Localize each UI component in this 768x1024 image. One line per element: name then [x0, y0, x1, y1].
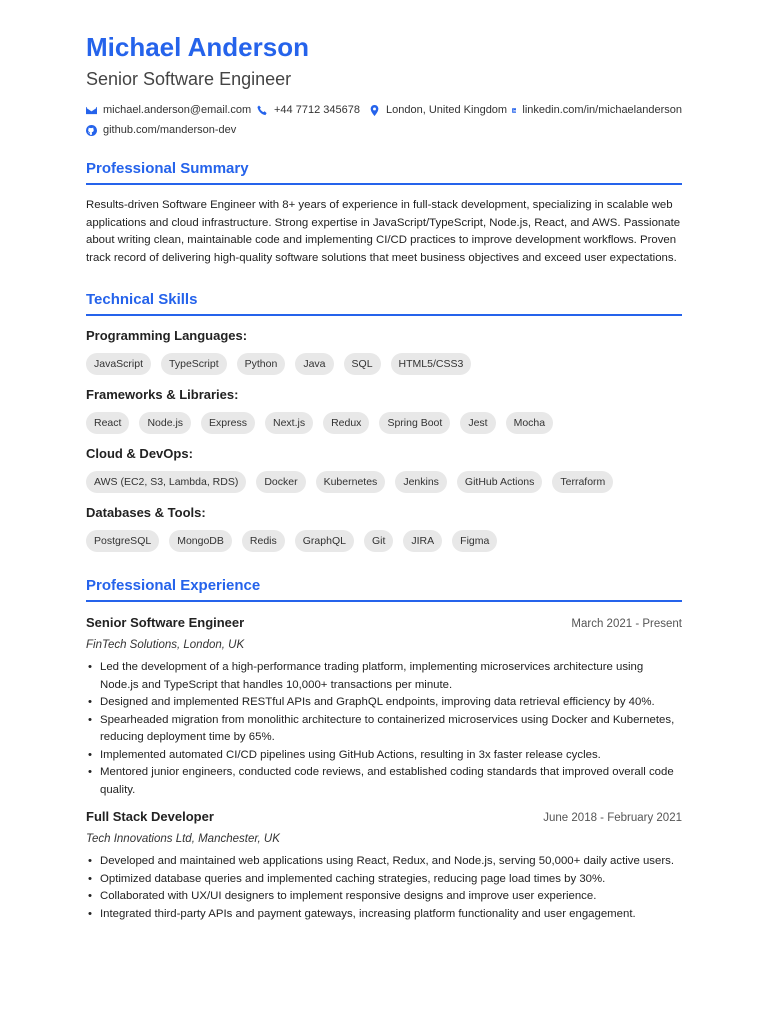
- contact-location: [369, 102, 512, 118]
- job-bullet: • Spearheaded migration from monolithic architecture to containerized microservices using Docker and Kubernetes, reducing deployment time by 65%.: [86, 712, 682, 747]
- contact-email[interactable]: [86, 102, 257, 118]
- resume-page: [86, 30, 682, 923]
- skill-chip: JavaScript: [86, 353, 151, 375]
- skill-group: [86, 505, 682, 552]
- skill-chip: Python: [237, 353, 286, 375]
- job-bullet: • Implemented automated CI/CD pipelines using GitHub Actions, resulting in 3x faster release cycles.: [86, 747, 682, 765]
- skill-chip: Mocha: [506, 412, 554, 434]
- skill-chip: Jest: [460, 412, 495, 434]
- contact-bar: [86, 102, 682, 138]
- job-company: FinTech Solutions, London, UK: [86, 639, 245, 651]
- job-bullet: • Integrated third-party APIs and payment gateways, increasing platform functionality and user engagement.: [86, 906, 682, 924]
- section-title-skills: Technical Skills: [86, 290, 682, 316]
- skill-chip: GitHub Actions: [457, 471, 542, 493]
- contact-github[interactable]: [86, 122, 236, 138]
- skill-chip: Git: [364, 530, 393, 552]
- skill-chip: Kubernetes: [316, 471, 386, 493]
- contact-linkedin-text: linkedin.com/in/michaelanderson: [522, 104, 682, 116]
- job-bullet: • Developed and maintained web applications using React, Redux, and Node.js, serving 50,000+ daily active users.: [86, 853, 682, 871]
- skill-chip-list: [86, 530, 682, 552]
- contact-phone-text: +44 7712 345678: [274, 104, 360, 116]
- skill-category-label: Frameworks & Libraries:: [86, 387, 239, 402]
- candidate-headline: Senior Software Engineer: [86, 69, 292, 89]
- job-bullet: • Mentored junior engineers, conducted code reviews, and established coding standards that improved overall code quality.: [86, 764, 682, 799]
- skill-group: [86, 387, 682, 434]
- skill-chip: Docker: [256, 471, 305, 493]
- github-icon: [86, 125, 97, 136]
- job-date: March 2021 - Present: [571, 618, 682, 630]
- skill-chip: TypeScript: [161, 353, 227, 375]
- skill-chip: Express: [201, 412, 255, 434]
- location-pin-icon: [369, 105, 380, 116]
- skill-chip: Terraform: [552, 471, 613, 493]
- job-role: Full Stack Developer: [86, 809, 214, 824]
- section-title-experience: Professional Experience: [86, 576, 682, 602]
- skill-category-label: Databases & Tools:: [86, 505, 206, 520]
- job-bullet-list: [86, 853, 682, 923]
- job-entry: [86, 614, 682, 799]
- summary-paragraph: Results-driven Software Engineer with 8+ years of experience in full-stack development, specializing in scalable web applications and cloud infrastructure. Strong expertise in JavaScript/TypeScript, Node.js, React, and AWS. Passionate about writing clean, maintainable code and implementing CI/CD practices to improve development workflows. Proven track record of delivering high-quality software solutions that meet business objectives and exceed user expectations.: [86, 199, 681, 264]
- skills-list: [86, 328, 682, 552]
- job-bullet: • Optimized database queries and implemented caching strategies, reducing page load times by 30%.: [86, 871, 682, 889]
- skill-chip: React: [86, 412, 129, 434]
- skill-chip: GraphQL: [295, 530, 354, 552]
- job-bullet-list: [86, 659, 682, 799]
- job-bullet: • Designed and implemented RESTful APIs and GraphQL endpoints, improving data retrieval efficiency by 40%.: [86, 694, 682, 712]
- skill-chip-list: [86, 471, 682, 493]
- skill-chip: Redux: [323, 412, 369, 434]
- contact-github-text: github.com/manderson-dev: [103, 124, 237, 136]
- skill-chip: Next.js: [265, 412, 313, 434]
- contact-phone[interactable]: [257, 102, 369, 118]
- job-header: [86, 614, 682, 633]
- skill-chip: Spring Boot: [379, 412, 450, 434]
- skill-chip: Jenkins: [395, 471, 447, 493]
- skill-category-label: Cloud & DevOps:: [86, 446, 193, 461]
- skill-chip-list: [86, 412, 682, 434]
- skill-chip: Redis: [242, 530, 285, 552]
- linkedin-icon: [512, 105, 516, 116]
- skill-chip: MongoDB: [169, 530, 232, 552]
- skill-chip: SQL: [344, 353, 381, 375]
- job-date: June 2018 - February 2021: [543, 812, 682, 824]
- phone-icon: [257, 105, 268, 116]
- contact-linkedin[interactable]: [512, 102, 682, 118]
- skill-group: [86, 328, 682, 375]
- experience-list: [86, 614, 682, 923]
- job-entry: [86, 808, 682, 923]
- skill-chip: Java: [295, 353, 333, 375]
- job-bullet: • Led the development of a high-performance trading platform, implementing microservices architecture using Node.js and TypeScript that handles 10,000+ transactions per minute.: [86, 659, 682, 694]
- skill-group: [86, 446, 682, 493]
- skill-chip: HTML5/CSS3: [391, 353, 472, 375]
- section-title-summary: Professional Summary: [86, 159, 682, 185]
- job-bullet: • Collaborated with UX/UI designers to implement responsive designs and improve user experience.: [86, 888, 682, 906]
- contact-location-text: London, United Kingdom: [386, 104, 508, 116]
- candidate-name: Michael Anderson: [86, 32, 309, 62]
- skill-chip-list: [86, 353, 682, 375]
- contact-email-text: michael.anderson@email.com: [103, 104, 252, 116]
- skill-chip: PostgreSQL: [86, 530, 159, 552]
- skill-chip: Node.js: [139, 412, 191, 434]
- email-icon: [86, 105, 97, 116]
- job-company: Tech Innovations Ltd, Manchester, UK: [86, 833, 280, 845]
- skill-category-label: Programming Languages:: [86, 328, 248, 343]
- skill-chip: JIRA: [403, 530, 442, 552]
- job-role: Senior Software Engineer: [86, 615, 245, 630]
- job-header: [86, 808, 682, 827]
- skill-chip: Figma: [452, 530, 497, 552]
- skill-chip: AWS (EC2, S3, Lambda, RDS): [86, 471, 246, 493]
